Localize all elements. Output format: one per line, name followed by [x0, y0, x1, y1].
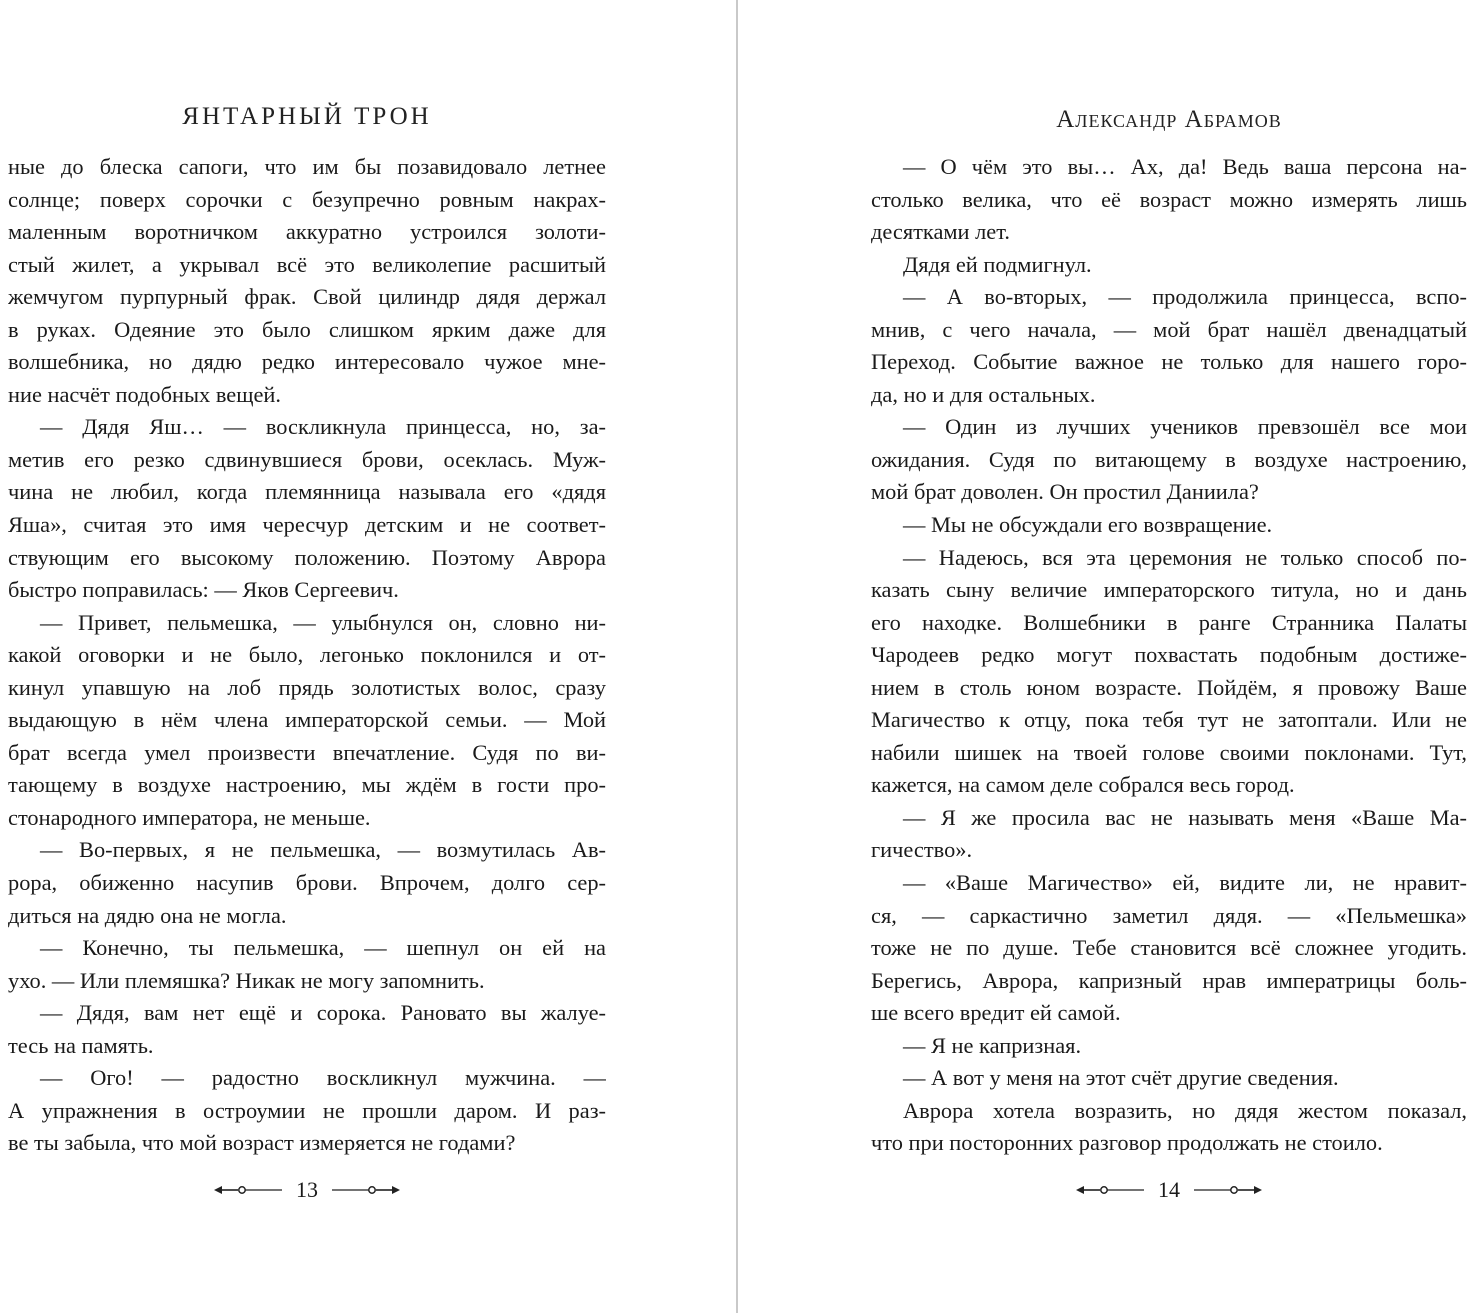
text-line: кажется, на самом деле собрался весь город.	[871, 772, 1295, 798]
text-line: — Привет, пельмешка, — улыбнулся он, словно ни-	[40, 609, 606, 635]
text-line: диться на дядю она не могла.	[8, 902, 287, 928]
text-line: Яша», считая это имя чересчур детским и не соответ-	[8, 512, 606, 538]
page-number: 13	[296, 1177, 318, 1202]
running-head-title: ЯНТАРНЫЙ ТРОН	[182, 103, 432, 130]
text-line: ожидания. Судя по витающему в воздухе настроению,	[871, 446, 1467, 472]
right-page	[871, 0, 1467, 1313]
running-head-author: Александр Абрамов	[1056, 106, 1282, 133]
text-line: — А вот у меня на этот счёт другие сведения.	[903, 1065, 1339, 1091]
text-line: — Мы не обсуждали его возвращение.	[903, 512, 1273, 538]
page-number: 14	[1158, 1177, 1180, 1202]
page-number-folio	[871, 1176, 1467, 1204]
text-line: — Один из лучших учеников превзошёл все мои	[903, 414, 1467, 440]
text-line: Берегись, Аврора, капризный нрав императрицы боль-	[871, 967, 1467, 993]
text-line: волшебника, но дядю редко интересовало чужое мне-	[8, 349, 606, 375]
text-line: — Дядя, вам нет ещё и сорока. Рановато вы жалуе-	[40, 1000, 606, 1026]
text-line: Аврора хотела возразить, но дядя жестом показал,	[903, 1097, 1467, 1123]
text-line: — Ого! — радостно воскликнул мужчина. —	[40, 1065, 606, 1091]
text-line: метив его резко сдвинувшиеся брови, осеклась. Муж-	[8, 446, 606, 472]
text-line: тоже не по душе. Тебе становится всё сложнее угодить.	[871, 935, 1467, 961]
text-line: нием в столь юном возрасте. Пойдём, я провожу Ваше	[871, 674, 1467, 700]
left-page-body	[8, 151, 606, 1160]
text-line: Магичество к отцу, пока тебя тут не затоптали. Или не	[871, 707, 1467, 733]
ornament-left-icon	[1074, 1183, 1146, 1197]
ornament-right-icon	[330, 1183, 402, 1197]
text-line: его находке. Волшебники в ранге Странника Палаты	[871, 609, 1467, 635]
text-line: стонародного императора, не меньше.	[8, 804, 371, 830]
text-line: тесь на память.	[8, 1032, 154, 1058]
page-number-folio	[8, 1176, 606, 1204]
ornament-left-icon	[212, 1183, 284, 1197]
text-line: выдающую в нём члена императорской семьи. — Мой	[8, 707, 606, 733]
text-line: жемчугом пурпурный фрак. Свой цилиндр дядя держал	[8, 284, 606, 310]
text-line: десятками лет.	[871, 219, 1010, 245]
text-line: в руках. Одеяние это было слишком ярким даже для	[8, 316, 606, 342]
text-line: маленным воротничком аккуратно устроился золоти-	[8, 219, 606, 245]
text-line: — Дядя Яш… — воскликнула принцесса, но, за-	[40, 414, 606, 440]
text-line: — Конечно, ты пельмешка, — шепнул он ей на	[40, 935, 606, 961]
text-line: мнив, с чего начала, — мой брат нашёл двенадцатый	[871, 316, 1467, 342]
text-line: кинул упавшую на лоб прядь золотистых волос, сразу	[8, 674, 606, 700]
text-line: ние насчёт подобных вещей.	[8, 381, 281, 407]
ornament-right-icon	[1192, 1183, 1264, 1197]
text-line: чина не любил, когда племянница называла его «дядя	[8, 479, 606, 505]
text-line: — А во-вторых, — продолжила принцесса, вспо-	[903, 284, 1467, 310]
text-line: — Во-первых, я не пельмешка, — возмутилась Ав-	[40, 837, 606, 863]
text-line: Дядя ей подмигнул.	[903, 251, 1092, 277]
text-line: брат всегда умел произвести впечатление. Судя по ви-	[8, 739, 606, 765]
text-line: казать сыну величие императорского титула, но и дань	[871, 577, 1467, 603]
text-line: Переход. Событие важное не только для нашего горо-	[871, 349, 1467, 375]
text-line: ся, — саркастично заметил дядя. — «Пельмешка»	[871, 902, 1467, 928]
text-line: А упражнения в остроумии не прошли даром. И раз-	[8, 1097, 606, 1123]
text-line: ше всего вредит ей самой.	[871, 1000, 1121, 1026]
text-line: столько велика, что её возраст можно измерять лишь	[871, 186, 1467, 212]
book-gutter	[736, 0, 738, 1313]
text-line: — Я не капризная.	[903, 1032, 1082, 1058]
text-line: солнце; поверх сорочки с безупречно ровным накрах-	[8, 186, 606, 212]
text-line: — О чём это вы… Ах, да! Ведь ваша персона на-	[903, 154, 1467, 179]
text-line: мой брат доволен. Он простил Даниила?	[871, 479, 1259, 505]
right-page-body	[871, 151, 1467, 1160]
text-line: быстро поправилась: — Яков Сергеевич.	[8, 577, 399, 603]
text-line: стый жилет, а укрывал всё это великолепие расшитый	[8, 251, 606, 277]
text-line: да, но и для остальных.	[871, 381, 1096, 407]
text-line: — Я же просила вас не называть меня «Ваше Ма-	[903, 804, 1467, 830]
text-line: гичество».	[871, 837, 973, 863]
text-line: что при посторонних разговор продолжать не стоило.	[871, 1130, 1383, 1156]
text-line: рора, обиженно насупив брови. Впрочем, долго сер-	[8, 870, 606, 896]
text-line: ве ты забыла, что мой возраст измеряется не годами?	[8, 1130, 516, 1156]
text-line: — «Ваше Магичество» ей, видите ли, не нравит-	[903, 870, 1467, 896]
text-line: ствующим его высокому положению. Поэтому Аврора	[8, 544, 606, 570]
text-line: — Надеюсь, вся эта церемония не только способ по-	[903, 544, 1467, 570]
text-line: набили шишек на твоей голове своими поклонами. Тут,	[871, 739, 1467, 765]
text-line: какой оговорки и не было, легонько поклонился и от-	[8, 642, 606, 668]
text-line: Чародеев редко могут похвастать подобным достиже-	[871, 642, 1467, 668]
text-line: тающему в воздухе настроению, мы ждём в гости про-	[8, 772, 606, 798]
text-line: ухо. — Или племяшка? Никак не могу запомнить.	[8, 967, 485, 993]
text-line: ные до блеска сапоги, что им бы позавидовало летнее	[8, 154, 606, 179]
left-page	[8, 0, 606, 1313]
